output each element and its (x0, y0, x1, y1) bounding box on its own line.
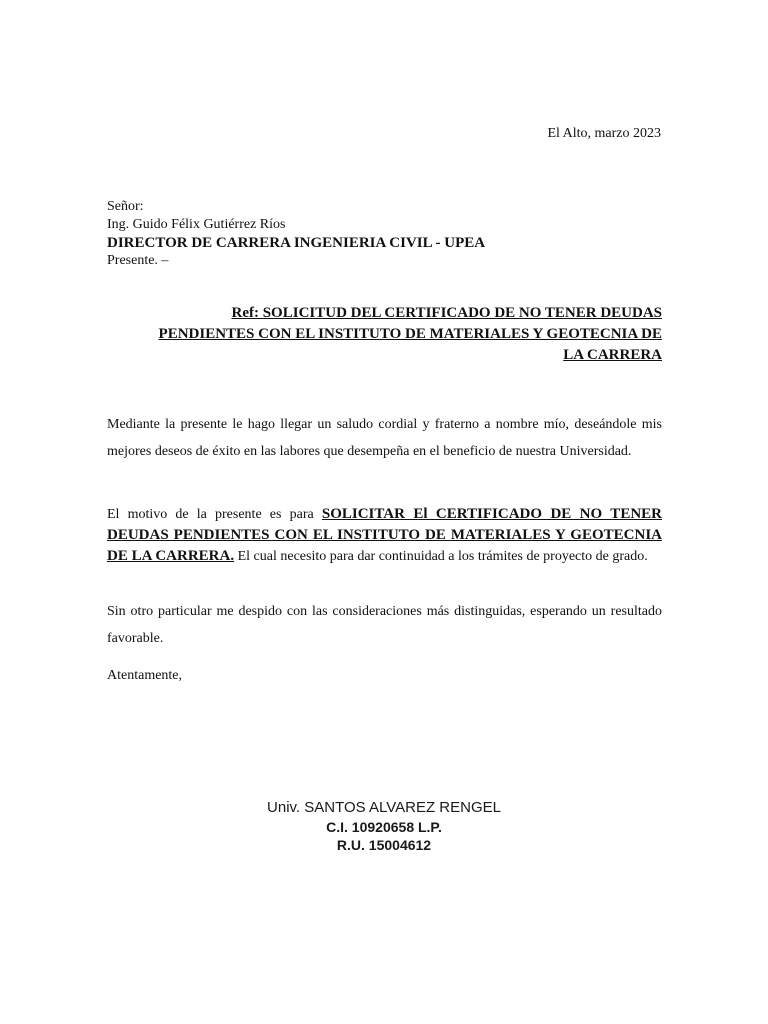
recipient-block (107, 198, 662, 270)
signature-ru: R.U. 15004612 (336, 837, 432, 853)
signature-name: Univ. SANTOS ALVAREZ RENGEL (267, 799, 501, 816)
letter-date: El Alto, marzo 2023 (547, 126, 661, 141)
closing-text: Atentamente, (107, 668, 183, 683)
reference-line-1: Ref: SOLICITUD DEL CERTIFICADO DE NO TENER DEUDAS (231, 305, 662, 321)
recipient-presente: Presente. – (107, 253, 169, 268)
reference-line-3: LA CARRERA (563, 347, 662, 363)
paragraph-request (107, 504, 662, 567)
reference-line-2: PENDIENTES CON EL INSTITUTO DE MATERIALES Y GEOTECNIA DE (158, 326, 662, 342)
recipient-title: DIRECTOR DE CARRERA INGENIERIA CIVIL - UPEA (107, 235, 486, 251)
request-rest: El cual necesito para dar continuidad a los trámites de proyecto de grado. (234, 549, 648, 564)
paragraph-farewell: Sin otro particular me despido con las consideraciones más distinguidas, esperando un resultado favorable. (107, 604, 662, 646)
signature-block (0, 798, 768, 854)
request-emphasis: SOLICITAR El CERTIFICADO DE NO TENER DEUDAS PENDIENTES CON EL INSTITUTO DE MATERIALES Y GEOTECNIA DE LA CARRERA. (107, 506, 662, 564)
signature-ci: C.I. 10920658 L.P. (326, 819, 442, 835)
request-intro: El motivo de la presente es para (107, 507, 322, 522)
recipient-name: Ing. Guido Félix Gutiérrez Ríos (107, 217, 286, 232)
paragraph-greeting: Mediante la presente le hago llegar un saludo cordial y fraterno a nombre mío, deseándole mis mejores deseos de éxito en las labores que desempeña en el beneficio de nuestra Universidad. (107, 417, 662, 459)
recipient-salutation: Señor: (107, 199, 144, 214)
reference-block (107, 303, 662, 366)
